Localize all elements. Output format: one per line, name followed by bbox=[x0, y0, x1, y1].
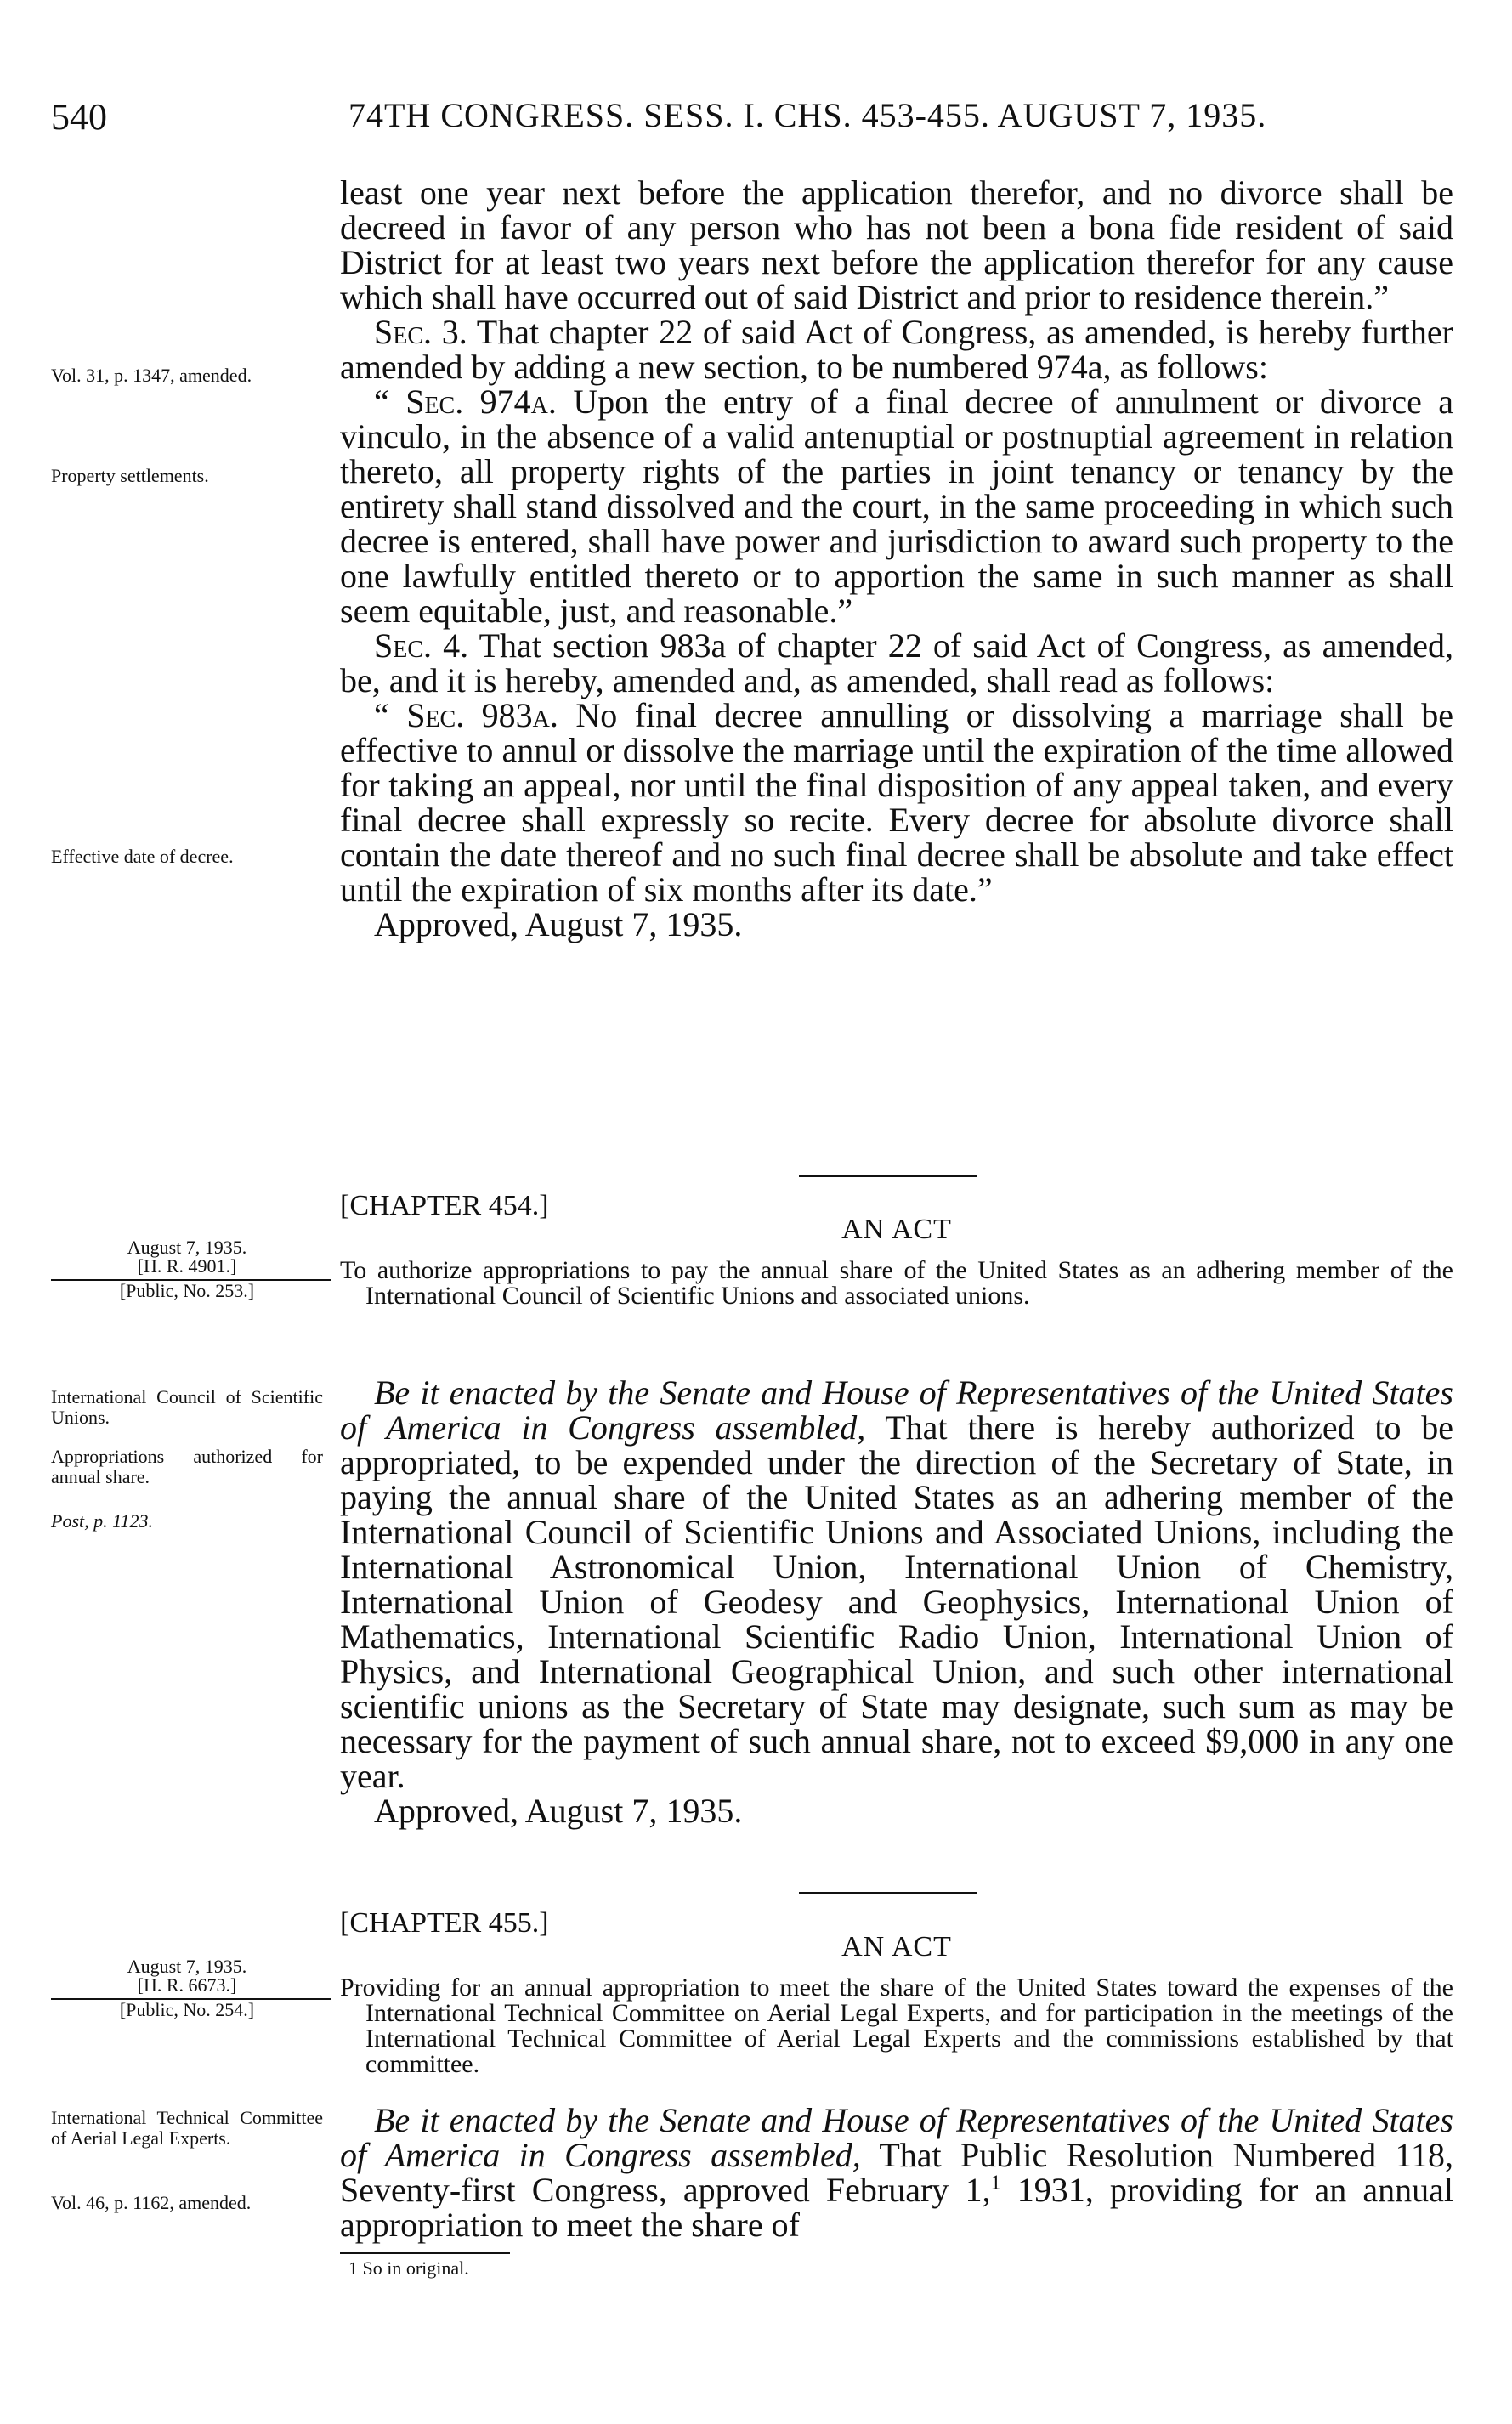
margin-note-vol31: Vol. 31, p. 1347, amended. bbox=[51, 365, 252, 386]
an-act-heading-455: AN ACT bbox=[841, 1931, 952, 1962]
footnote-marker: 1 bbox=[990, 2172, 1001, 2195]
page-header bbox=[51, 95, 1445, 146]
footnote: 1 So in original. bbox=[348, 2257, 469, 2279]
section-974a-label: “ Sec. 974a. bbox=[374, 382, 557, 421]
approved-line-2: Approved, August 7, 1935. bbox=[374, 1792, 743, 1830]
margin-note-ch455-date: August 7, 1935. bbox=[127, 1956, 247, 1977]
enacting-text-455b: 1931, providing for an annual appropriation to meet the share of bbox=[340, 2171, 1454, 2244]
enacting-text-455a: That Public Resolution Numbered 118, Seventy-first Congress, approved February 1, bbox=[340, 2136, 1453, 2209]
margin-note-ch455-public: [Public, No. 254.] bbox=[119, 1999, 255, 2020]
section-974a bbox=[340, 384, 1453, 628]
section-974a-text: Upon the entry of a final decree of annulment or divorce a vinculo, in the absence of a valid antenuptial or postnuptial agreement in relation thereto, all property rights of the parties in joint tenancy or tenancy by the entirety shall stand dissolved and the court, in the same proceeding in which such decree is entered, shall have power and jurisdiction to award such property to the one lawfully entitled thereto or to apportion the same in such manner as shall seem equitable, just, and reasonable.” bbox=[340, 382, 1454, 630]
margin-note-effective-date: Effective date of decree. bbox=[51, 846, 234, 867]
margin-note-property: Property settlements. bbox=[51, 465, 209, 486]
margin-note-intl-council: International Council of Scientific Unions. bbox=[51, 1386, 323, 1428]
section-4-label: Sec. 4. bbox=[374, 626, 469, 665]
statute-body-ch455 bbox=[340, 2103, 1453, 2242]
enacting-clause-455 bbox=[340, 2103, 1453, 2242]
footnote-rule bbox=[340, 2252, 510, 2254]
chapter-455-heading: [CHAPTER 455.] bbox=[340, 1907, 549, 1939]
running-head: 74TH CONGRESS. SESS. I. CHS. 453-455. AUGUST 7, 1935. bbox=[348, 96, 1267, 134]
statute-body-ch454 bbox=[340, 1375, 1453, 1828]
chapter-454-heading: [CHAPTER 454.] bbox=[340, 1190, 549, 1221]
margin-note-post: Post, p. 1123. bbox=[51, 1510, 153, 1532]
page-number: 540 bbox=[51, 96, 107, 138]
section-983a-label: “ Sec. 983a. bbox=[374, 696, 558, 734]
section-3-text: That chapter 22 of said Act of Congress, as amended, is hereby further amended by adding a new section, to be numbered 974a, as follows: bbox=[340, 313, 1453, 386]
section-983a bbox=[340, 698, 1453, 907]
margin-note-ch454-bill: [H. R. 4901.] bbox=[137, 1255, 237, 1277]
margin-note-ch455-bill: [H. R. 6673.] bbox=[137, 1974, 237, 1996]
margin-note-appropriations: Appropriations authorized for annual share. bbox=[51, 1446, 323, 1487]
enacting-clause-454 bbox=[340, 1375, 1453, 1793]
section-983a-text: No final decree annulling or dissolving a marriage shall be effective to annul or dissolve the marriage until the expiration of the time allowed for taking an appeal, nor until the final disposition of any appeal taken, and every final decree shall expressly so recite. Every decree for absolute divorce shall contain the date thereof and no such final decree shall be absolute and take effect until the expiration of six months after its date.” bbox=[340, 696, 1454, 909]
chapter-divider-455 bbox=[799, 1892, 977, 1894]
paragraph-residence: least one year next before the application therefor, and no divorce shall be decreed in favor of any person who has not been a bona fide resident of said District for at least two years next before the application therefor for any cause which shall have occurred out of said District and prior to residence therein.” bbox=[340, 173, 1453, 316]
margin-note-intl-tech: International Technical Committee of Aerial Legal Experts. bbox=[51, 2107, 323, 2149]
margin-note-vol46: Vol. 46, p. 1162, amended. bbox=[51, 2192, 252, 2213]
section-3 bbox=[340, 314, 1453, 384]
an-act-heading-454: AN ACT bbox=[841, 1214, 952, 1245]
margin-note-ch454-public: [Public, No. 253.] bbox=[119, 1280, 255, 1301]
enacting-formula-454: Be it enacted by the Senate and House of Representatives of the United States of America in Congress assembled, bbox=[340, 1373, 1453, 1447]
act-title-454: To authorize appropriations to pay the annual share of the United States as an adhering member of the International Council of Scientific Unions and associated unions. bbox=[340, 1256, 1453, 1310]
enacting-text-454: That there is hereby authorized to be appropriated, to be expended under the direction of the Secretary of State, in paying the annual share of the United States as an adhering member of the International Council of Scientific Unions and Associated Unions, including the International Astronomical Union, International Union of Chemistry, International Union of Geodesy and Geophysics, International Union of Mathematics, International Scientific Radio Union, International Union of Physics, and International Geographical Union, and such other international scientific unions as the Secretary of State may designate, such sum as may be necessary for the payment of such annual share, not to exceed $9,000 in any one year. bbox=[340, 1408, 1453, 1795]
section-4-text: That section 983a of chapter 22 of said Act of Congress, as amended, be, and it is hereby, amended and, as amended, shall read as follows: bbox=[340, 626, 1454, 699]
approved-line-1: Approved, August 7, 1935. bbox=[374, 905, 743, 943]
enacting-formula-455: Be it enacted by the Senate and House of Representatives of the United States of America in Congress assembled, bbox=[340, 2101, 1453, 2174]
act-title-455: Providing for an annual appropriation to meet the share of the United States toward the expenses of the International Technical Committee on Aerial Legal Experts, and for participation in the meetings of the International Technical Committee of Aerial Legal Experts and the commissions established by that committee. bbox=[340, 1974, 1453, 2078]
chapter-divider-454 bbox=[799, 1175, 977, 1177]
margin-note-ch454-date: August 7, 1935. bbox=[127, 1237, 247, 1258]
section-3-label: Sec. 3. bbox=[374, 313, 467, 351]
section-4 bbox=[340, 628, 1453, 698]
statute-body-part1 bbox=[340, 175, 1453, 942]
